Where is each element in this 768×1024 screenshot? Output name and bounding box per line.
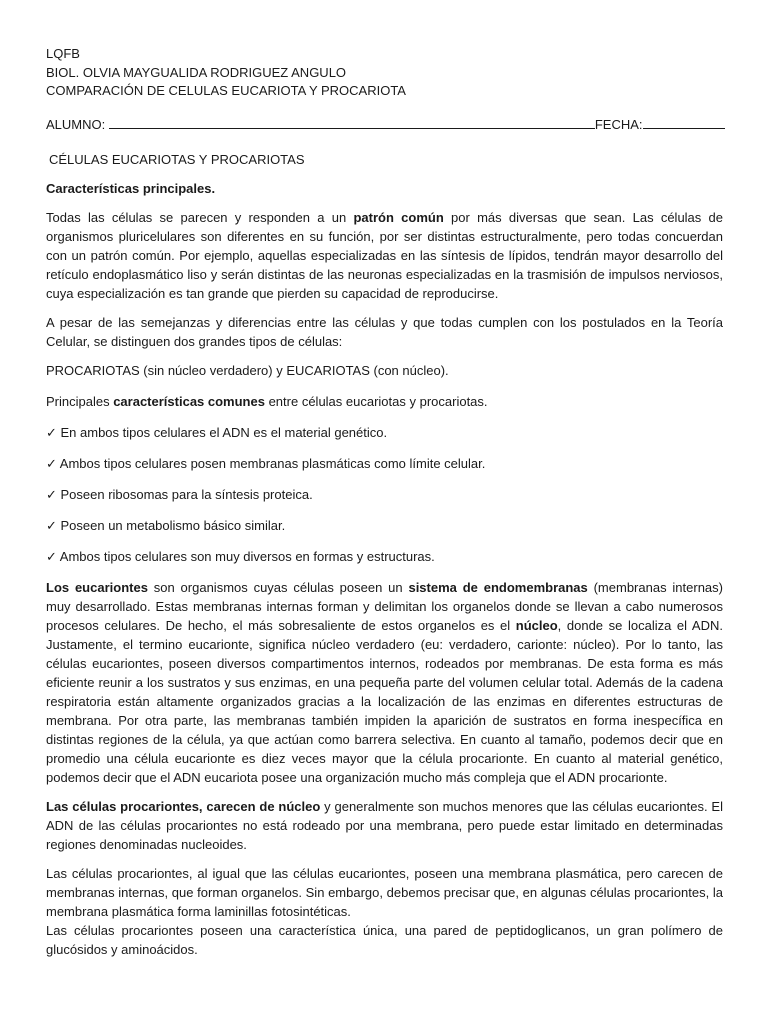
teacher-name: BIOL. OLVIA MAYGUALIDA RODRIGUEZ ANGULO	[46, 64, 347, 80]
check-item: ✓ Ambos tipos celulares son muy diversos en formas y estructuras.	[46, 549, 435, 564]
document-topic: COMPARACIÓN DE CELULAS EUCARIOTA Y PROCARIOTA	[46, 83, 406, 98]
document-body	[46, 150, 723, 959]
alumno-blank	[109, 115, 595, 129]
paragraph-prokaryote-membrane: Las células procariontes, al igual que las células eucariontes, poseen una membrana plasmática, pero carecen de membranas internas, que forman organelos. Sin embargo, debemos precisar que, en algunas células procariontes, la membrana plasmática forma laminillas fotosintéticas.	[46, 866, 723, 919]
section-subtitle: Características principales.	[46, 181, 216, 196]
check-item: ✓ En ambos tipos celulares el ADN es el material genético.	[46, 425, 388, 440]
check-item: ✓ Poseen un metabolismo básico similar.	[46, 518, 286, 533]
fecha-label: FECHA:	[594, 117, 643, 132]
paragraph-intro: Todas las células se parecen y responden a un patrón común por más diversas que sean. Las células de organismos pluricelulares son diferentes en su función, por ser distintas estructuralmente, pero todas concuerdan con un patrón común. Por ejemplo, aquellas especializadas en las síntesis de lípidos, tendrán mayor desarrollo del retículo endoplasmático liso y serán distintas de las neuronas especializadas en la trasmisión de impulsos nerviosos, cuya especialización es tan grande que pierden su capacidad de reproducirse.	[46, 210, 724, 301]
paragraph-types-list: PROCARIOTAS (sin núcleo verdadero) y EUCARIOTAS (con núcleo).	[46, 363, 449, 378]
student-line	[46, 115, 725, 134]
course-code: LQFB	[46, 46, 80, 61]
paragraph-prokaryote-wall: Las células procariontes poseen una característica única, una pared de peptidoglicanos, un gran polímero de glucósidos y aminoácidos.	[46, 923, 723, 957]
section-title: CÉLULAS EUCARIOTAS Y PROCARIOTAS	[49, 152, 305, 167]
document-header	[46, 44, 406, 100]
paragraph-common-features: Principales características comunes entre células eucariotas y procariotas.	[46, 394, 488, 409]
alumno-label: ALUMNO:	[46, 117, 109, 132]
fecha-blank	[643, 115, 725, 129]
check-item: ✓ Ambos tipos celulares posen membranas plasmáticas como límite celular.	[46, 456, 486, 471]
check-item: ✓ Poseen ribosomas para la síntesis proteica.	[46, 487, 313, 502]
paragraph-prokaryotes: Las células procariontes, carecen de núcleo y generalmente son muchos menores que las células eucariontes. El ADN de las células procariontes no está rodeado por una membrana, pero puede estar limitado en determinadas regiones denominadas nucleoides.	[46, 799, 723, 852]
paragraph-cell-types: A pesar de las semejanzas y diferencias entre las células y que todas cumplen con los postulados en la Teoría Celular, se distinguen dos grandes tipos de células:	[46, 315, 723, 349]
paragraph-eukaryotes: Los eucariontes son organismos cuyas células poseen un sistema de endomembranas (membranas internas) muy desarrollado. Estas membranas internas forman y delimitan los organelos donde se llevan a cabo numerosos procesos celulares. De hecho, el más sobresaliente de estos organelos es el núcleo, donde se localiza el ADN. Justamente, el termino eucarionte, significa núcleo verdadero (eu: verdadero, carionte: núcleo). Por lo tanto, las células eucariontes, poseen diversos compartimentos internos, rodeados por membranas. De esta forma es más eficiente reunir a los sustratos y sus enzimas, en una pequeña parte del volumen celular total. Además de la cadena respiratoria están altamente organizados gracias a la localización de las enzimas en diferentes estructuras de membrana. Por otra parte, las membranas también impiden la aparición de sustratos en forma inespecífica en distintas regiones de la célula, ya que actúan como barrera selectiva. En cuanto al tamaño, podemos decir que en promedio una célula eucarionte es diez veces mayor que la célula procarionte. En cuanto al material genético, podemos decir que el ADN eucariota posee una organización mucho más compleja que el ADN procarionte.	[46, 580, 723, 785]
